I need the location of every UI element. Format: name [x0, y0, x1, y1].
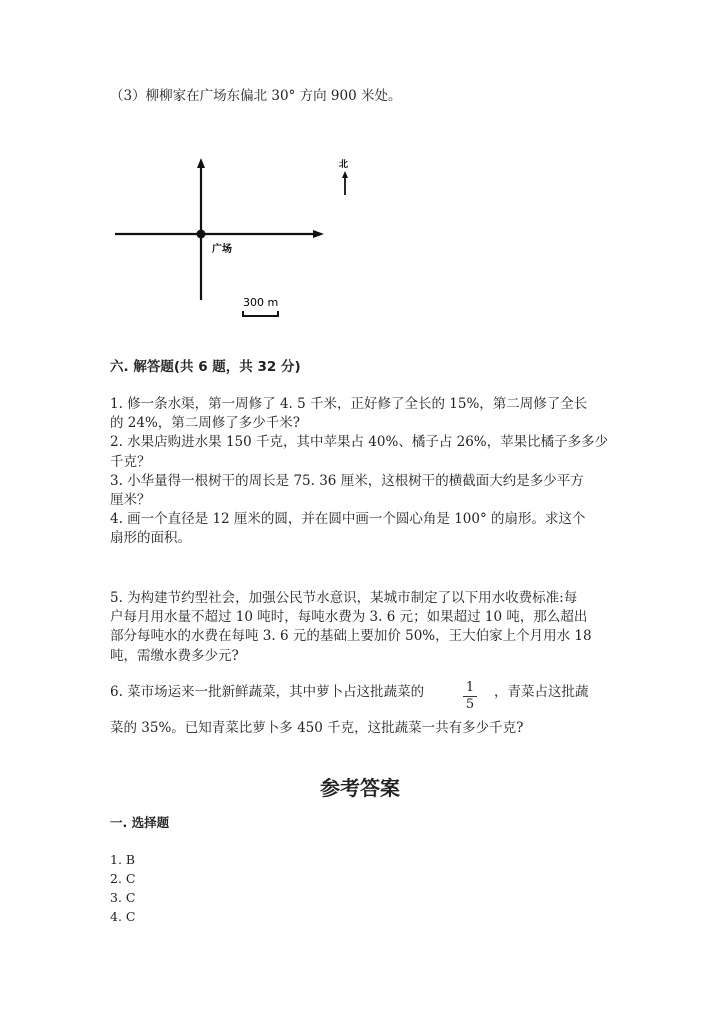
q-line: 1. 修一条水渠，第一周修了 4. 5 千米，正好修了全长的 15%，第二周修了全长	[110, 396, 588, 412]
plaza-label: 广场	[212, 244, 232, 255]
q6-text-b: ，青菜占这批蔬	[494, 684, 589, 700]
q-line: 部分每吨水的水费在每吨 3. 6 元的基础上要加价 50%，王大伯家上个月用水 18	[110, 628, 592, 644]
q-line: 的 24%，第二周修了多少千米?	[110, 415, 301, 431]
answer-item: 2. C	[110, 871, 136, 886]
section6-heading: 六. 解答题(共 6 题，共 32 分)	[110, 359, 301, 375]
answers-section1: 一. 选择题	[110, 815, 170, 830]
answers-title: 参考答案	[320, 776, 400, 800]
answer-item: 4. C	[110, 909, 136, 924]
answer-item: 1. B	[110, 852, 136, 867]
q-line: 2. 水果店购进水果 150 千克，其中苹果占 40%、橘子占 26%，苹果比橘子多多少	[110, 434, 609, 450]
q6-text-c: 菜的 35%。已知青菜比萝卜多 450 千克，这批蔬菜一共有多少千克?	[110, 720, 524, 736]
q-line: 4. 画一个直径是 12 厘米的圆，并在圆中画一个圆心角是 100° 的扇形。求这个	[110, 511, 586, 527]
q-line: 厘米？	[110, 492, 151, 508]
q-line: 扇形的面积。	[110, 530, 191, 546]
q6-text-a: 6. 菜市场运来一批新鲜蔬菜，其中萝卜占这批蔬菜的	[110, 684, 425, 700]
plaza-point	[197, 230, 206, 239]
fraction-one-fifth: 1 5	[462, 680, 478, 713]
arrowhead-up-icon	[197, 158, 205, 168]
north-label: 北	[339, 160, 349, 170]
q-line: 5. 为构建节约型社会，加强公民节水意识，某城市制定了以下用水收费标准:每	[110, 590, 578, 606]
q-line: 千克？	[110, 454, 151, 470]
scale-bar	[243, 311, 278, 316]
arrowhead-right-icon	[313, 230, 324, 238]
q-line: 户每月用水量不超过 10 吨时，每吨水费为 3. 6 元；如果超过 10 吨，那么超出	[110, 609, 588, 625]
q-line: 3. 小华量得一根树干的周长是 75. 36 厘米，这根树干的横截面大约是多少平方	[110, 473, 584, 489]
q-line: 吨，需缴水费多少元?	[110, 648, 239, 664]
intro-text: （3）柳柳家在广场东偏北 30° 方向 900 米处。	[110, 88, 402, 104]
answer-item: 3. C	[110, 890, 136, 905]
direction-diagram	[0, 0, 720, 340]
scale-label: 300 m	[243, 296, 279, 309]
